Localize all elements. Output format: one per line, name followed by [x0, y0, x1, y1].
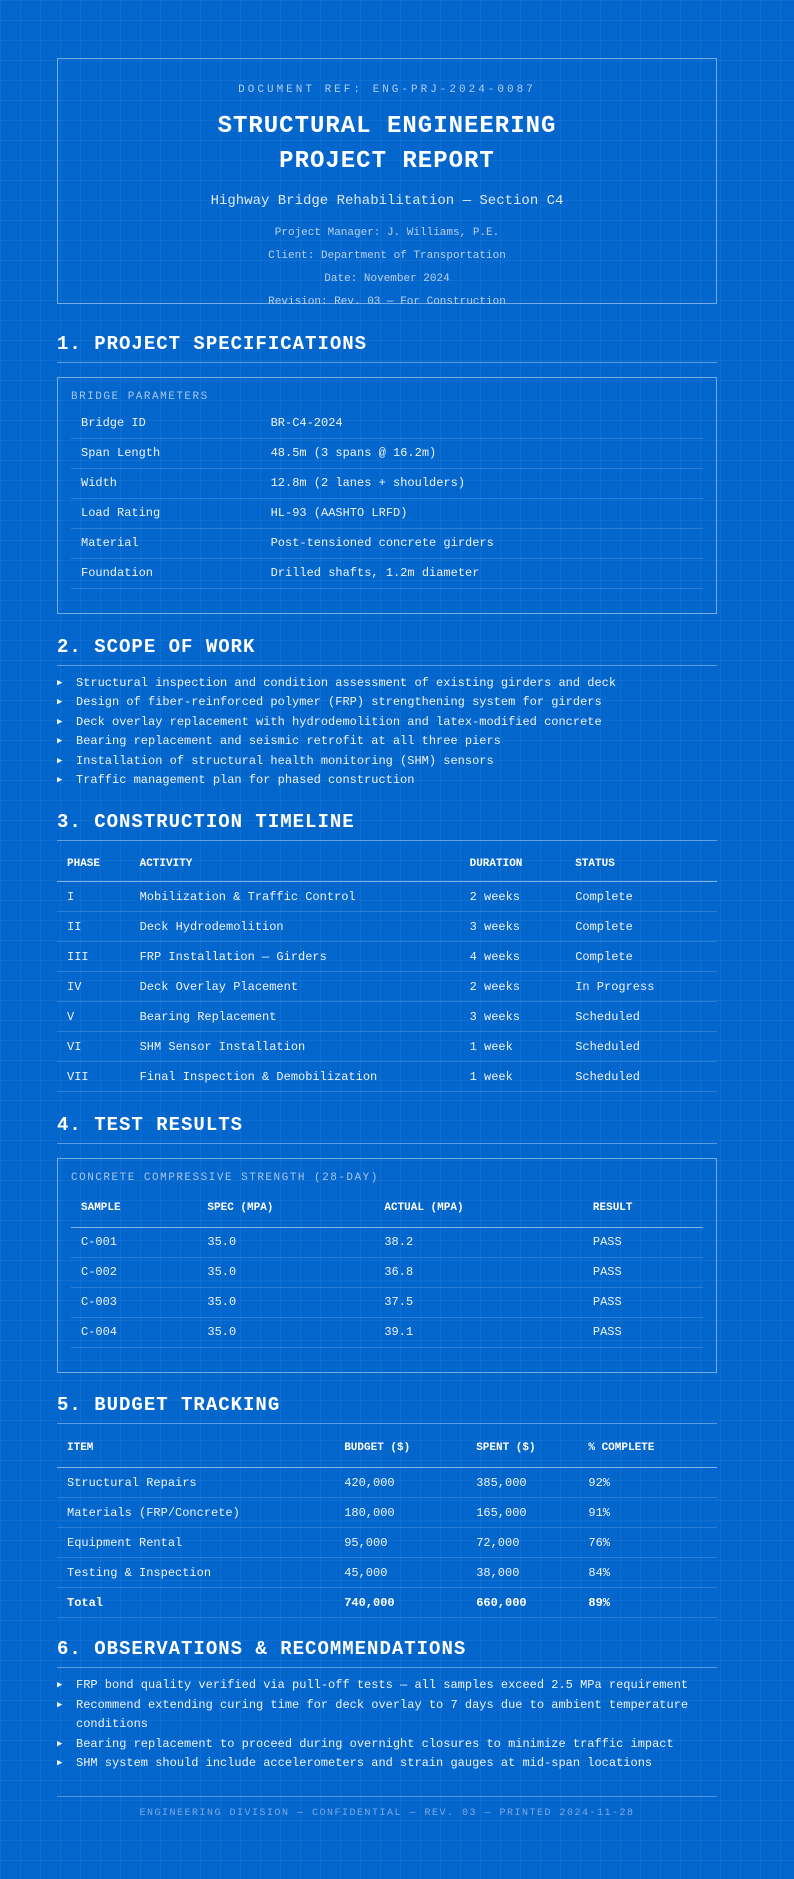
table-cell: 91% — [578, 1498, 717, 1528]
table-cell: PASS — [583, 1287, 703, 1317]
column-header: ACTUAL (MPA) — [374, 1189, 583, 1227]
table-cell: Materials (FRP/Concrete) — [57, 1498, 334, 1528]
table-cell: Structural Repairs — [57, 1468, 334, 1498]
list-item-text: Traffic management plan for phased construction — [76, 773, 415, 787]
table-row — [71, 558, 703, 588]
table-cell: Mobilization & Traffic Control — [130, 882, 460, 912]
bullet-triangle-icon: ▶ — [57, 775, 63, 785]
table-cell: IV — [57, 972, 130, 1002]
table-cell: In Progress — [565, 972, 717, 1002]
footer: ENGINEERING DIVISION — CONFIDENTIAL — REV. 03 — PRINTED 2024-11-28 — [57, 1796, 717, 1820]
table-cell: C-004 — [71, 1317, 197, 1347]
table-header-row — [57, 847, 717, 882]
list-item-text: Design of fiber-reinforced polymer (FRP) strengthening system for girders — [76, 695, 602, 709]
bullet-triangle-icon: ▶ — [57, 736, 63, 746]
column-header: SPEC (MPA) — [197, 1189, 374, 1227]
bullet-triangle-icon: ▶ — [57, 1758, 63, 1768]
bullet-triangle-icon: ▶ — [57, 1680, 63, 1690]
section-heading: 6. OBSERVATIONS & RECOMMENDATIONS — [57, 1638, 717, 1668]
table-cell: 76% — [578, 1528, 717, 1558]
test-results-panel — [57, 1158, 717, 1373]
table-cell: 38.2 — [374, 1227, 583, 1257]
list-item-text: Bearing replacement and seismic retrofit at all three piers — [76, 734, 501, 748]
table-cell: 95,000 — [334, 1528, 466, 1558]
table-cell: 38,000 — [466, 1558, 578, 1588]
table-row — [57, 1498, 717, 1528]
table-cell: 12.8m (2 lanes + shoulders) — [261, 468, 703, 498]
section-heading: 3. CONSTRUCTION TIMELINE — [57, 811, 717, 841]
table-cell: 4 weeks — [460, 942, 566, 972]
column-header: RESULT — [583, 1189, 703, 1227]
section-heading: 4. TEST RESULTS — [57, 1114, 717, 1144]
bullet-triangle-icon: ▶ — [57, 1738, 63, 1749]
table-row — [57, 882, 717, 912]
list-item — [57, 674, 717, 694]
table-cell: Final Inspection & Demobilization — [130, 1062, 460, 1092]
table-cell: 660,000 — [466, 1588, 578, 1618]
title-line: PROJECT REPORT — [279, 148, 495, 175]
table-cell: 2 weeks — [460, 972, 566, 1002]
document-ref: DOCUMENT REF: ENG-PRJ-2024-0087 — [238, 84, 536, 96]
table-cell: 385,000 — [466, 1468, 578, 1498]
table-cell: Total — [57, 1588, 334, 1618]
column-header: PHASE — [57, 847, 130, 882]
timeline-table — [57, 847, 717, 1093]
table-row — [71, 1257, 703, 1287]
table-row — [71, 1227, 703, 1257]
list-item-text: Installation of structural health monitoring (SHM) sensors — [76, 753, 494, 768]
list-item — [57, 732, 717, 752]
scope-list — [57, 674, 717, 791]
total-row — [57, 1588, 717, 1618]
report-header — [57, 58, 717, 308]
table-row — [71, 1287, 703, 1317]
list-item-text: Deck overlay replacement with hydrodemolition and latex-modified concrete — [76, 714, 602, 729]
table-row — [57, 912, 717, 942]
table-cell: I — [57, 882, 130, 912]
table-cell: 45,000 — [334, 1558, 466, 1588]
table-cell: 3 weeks — [460, 912, 566, 942]
column-header: ITEM — [57, 1430, 334, 1468]
table-cell: 84% — [578, 1558, 717, 1588]
table-cell: Foundation — [71, 558, 261, 588]
table-cell: Complete — [565, 912, 717, 942]
report — [57, 58, 717, 1820]
table-cell: Post-tensioned concrete girders — [261, 528, 703, 558]
bullet-triangle-icon: ▶ — [57, 716, 63, 727]
list-item — [57, 1754, 717, 1774]
list-item-text: SHM system should include accelerometers and strain gauges at mid-span locations — [76, 1756, 653, 1770]
table-cell: Load Rating — [71, 498, 261, 528]
list-item-text: Structural inspection and condition assessment of existing girders and deck — [76, 675, 617, 690]
bullet-triangle-icon: ▶ — [57, 677, 63, 688]
table-cell: 92% — [578, 1468, 717, 1498]
report-title — [58, 109, 716, 179]
parameters-table — [71, 408, 703, 589]
observations-list — [57, 1676, 717, 1774]
table-cell: VI — [57, 1032, 130, 1062]
report-subtitle: Highway Bridge Rehabilitation — Section C4 — [210, 193, 564, 209]
table-cell: Deck Overlay Placement — [130, 972, 460, 1002]
date: Date: November 2024 — [324, 273, 450, 285]
table-cell: III — [57, 942, 130, 972]
table-cell: HL-93 (AASHTO LRFD) — [261, 498, 703, 528]
list-item — [57, 771, 717, 791]
table-row — [57, 972, 717, 1002]
table-cell: Bridge ID — [71, 408, 261, 438]
bullet-triangle-icon: ▶ — [57, 1699, 63, 1710]
table-cell: 420,000 — [334, 1468, 466, 1498]
list-item-text: FRP bond quality verified via pull-off tests — all samples exceed 2.5 MPa requirement — [76, 1678, 689, 1692]
section-heading: 1. PROJECT SPECIFICATIONS — [57, 333, 717, 363]
table-cell: BR-C4-2024 — [261, 408, 703, 438]
list-item — [57, 1735, 717, 1755]
table-cell: 48.5m (3 spans @ 16.2m) — [261, 438, 703, 468]
table-cell: 72,000 — [466, 1528, 578, 1558]
table-row — [57, 1062, 717, 1092]
table-cell: FRP Installation — Girders — [130, 942, 460, 972]
report-meta — [58, 222, 716, 314]
test-results-table — [71, 1189, 703, 1348]
panel-caption: CONCRETE COMPRESSIVE STRENGTH (28-DAY) — [71, 1172, 379, 1184]
table-header-row — [71, 1189, 703, 1227]
table-cell: Complete — [565, 942, 717, 972]
project-manager: Project Manager: J. Williams, P.E. — [274, 227, 500, 239]
panel-caption: BRIDGE PARAMETERS — [71, 391, 209, 403]
table-cell: 89% — [578, 1588, 717, 1618]
table-row — [57, 1558, 717, 1588]
table-row — [71, 528, 703, 558]
table-cell: Bearing Replacement — [130, 1002, 460, 1032]
list-item — [57, 1676, 717, 1696]
table-cell: Scheduled — [565, 1002, 717, 1032]
table-row — [71, 1317, 703, 1347]
bullet-triangle-icon: ▶ — [57, 697, 63, 707]
column-header: ACTIVITY — [130, 847, 460, 882]
table-cell: Drilled shafts, 1.2m diameter — [261, 558, 703, 588]
table-cell: Material — [71, 528, 261, 558]
column-header: SAMPLE — [71, 1189, 197, 1227]
table-cell: II — [57, 912, 130, 942]
section-heading: 2. SCOPE OF WORK — [57, 636, 717, 666]
table-row — [71, 438, 703, 468]
table-cell: C-002 — [71, 1257, 197, 1287]
table-cell: 35.0 — [197, 1287, 374, 1317]
table-cell: 3 weeks — [460, 1002, 566, 1032]
column-header: % COMPLETE — [578, 1430, 717, 1468]
table-cell: Complete — [565, 882, 717, 912]
table-cell: C-001 — [71, 1227, 197, 1257]
table-cell: PASS — [583, 1227, 703, 1257]
column-header: DURATION — [460, 847, 566, 882]
table-cell: V — [57, 1002, 130, 1032]
table-cell: Span Length — [71, 438, 261, 468]
table-cell: Equipment Rental — [57, 1528, 334, 1558]
table-cell: 1 week — [460, 1032, 566, 1062]
table-cell: 35.0 — [197, 1257, 374, 1287]
list-item-text: Recommend extending curing time for deck overlay to 7 days due to ambient temperature conditions — [76, 1697, 689, 1731]
table-cell: 36.8 — [374, 1257, 583, 1287]
bullet-triangle-icon: ▶ — [57, 755, 63, 766]
table-cell: 2 weeks — [460, 882, 566, 912]
list-item — [57, 1696, 717, 1735]
column-header: STATUS — [565, 847, 717, 882]
table-header-row — [57, 1430, 717, 1468]
list-item-text: Bearing replacement to proceed during overnight closures to minimize traffic impact — [76, 1736, 674, 1751]
table-cell: C-003 — [71, 1287, 197, 1317]
list-item — [57, 752, 717, 772]
table-cell: PASS — [583, 1257, 703, 1287]
table-cell: 180,000 — [334, 1498, 466, 1528]
bridge-parameters-panel — [57, 377, 717, 614]
table-cell: PASS — [583, 1317, 703, 1347]
table-cell: 35.0 — [197, 1227, 374, 1257]
table-cell: 1 week — [460, 1062, 566, 1092]
table-cell: SHM Sensor Installation — [130, 1032, 460, 1062]
table-cell: Deck Hydrodemolition — [130, 912, 460, 942]
table-cell: Width — [71, 468, 261, 498]
revision: Revision: Rev. 03 — For Construction — [268, 296, 506, 308]
table-cell: 165,000 — [466, 1498, 578, 1528]
table-row — [71, 468, 703, 498]
table-row — [57, 1032, 717, 1062]
budget-table — [57, 1430, 717, 1619]
table-cell: Testing & Inspection — [57, 1558, 334, 1588]
column-header: BUDGET ($) — [334, 1430, 466, 1468]
table-cell: 37.5 — [374, 1287, 583, 1317]
table-cell: VII — [57, 1062, 130, 1092]
table-cell: 740,000 — [334, 1588, 466, 1618]
table-cell: Scheduled — [565, 1032, 717, 1062]
table-cell: Scheduled — [565, 1062, 717, 1092]
table-row — [71, 408, 703, 438]
table-row — [57, 1528, 717, 1558]
table-cell: 39.1 — [374, 1317, 583, 1347]
section-heading: 5. BUDGET TRACKING — [57, 1394, 717, 1424]
column-header: SPENT ($) — [466, 1430, 578, 1468]
table-row — [57, 1468, 717, 1498]
table-row — [71, 498, 703, 528]
list-item — [57, 693, 717, 713]
list-item — [57, 713, 717, 733]
table-cell: 35.0 — [197, 1317, 374, 1347]
table-row — [57, 1002, 717, 1032]
title-line: STRUCTURAL ENGINEERING — [217, 113, 557, 140]
table-row — [57, 942, 717, 972]
client: Client: Department of Transportation — [268, 250, 506, 262]
